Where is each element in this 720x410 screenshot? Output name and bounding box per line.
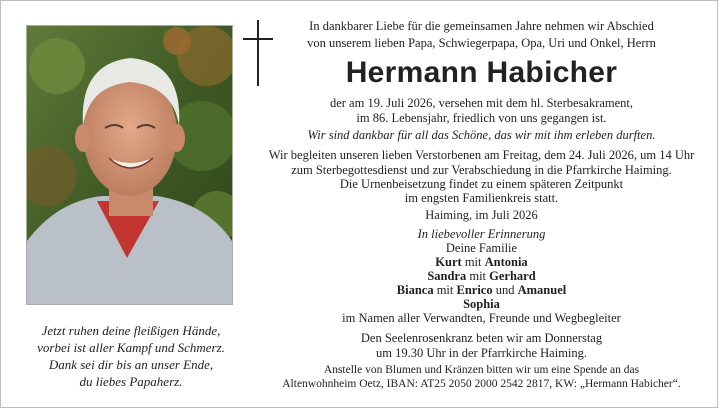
poem-line: Dank sei dir bis an unser Ende,: [48, 357, 214, 372]
rosary-line: Den Seelenrosenkranz beten wir am Donnerstag: [360, 331, 603, 345]
poem-line: Jetzt ruhen deine fleißigen Hände,: [41, 323, 221, 338]
family-connector: mit: [469, 269, 487, 283]
rosary-line: um 19.30 Uhr in der Pfarrkirche Haiming.: [375, 346, 588, 360]
poem-line: vorbei ist aller Kampf und Schmerz.: [37, 340, 225, 355]
family-member-line: [243, 297, 720, 312]
funeral-line: zum Sterbegottesdienst und zur Verabschiedung in die Pfarrkirche Haiming.: [291, 163, 672, 177]
donation-line: Altenwohnheim Oetz, IBAN: AT25 2050 2000 2542 2817, KW: „Hermann Habicher“.: [282, 378, 681, 390]
gratitude-text: Wir sind dankbar für all das Schöne, das wir mit ihm erleben durften.: [307, 128, 656, 142]
family-member: Kurt: [435, 255, 462, 269]
family-connector: mit: [464, 255, 482, 269]
relatives-line: im Namen aller Verwandten, Freunde und Wegbegleiter: [342, 311, 621, 325]
family-member-line: [243, 269, 720, 284]
family-member: Amanuel: [517, 283, 567, 297]
family-member: Gerhard: [489, 269, 536, 283]
funeral-line: Die Urnenbeisetzung findet zu einem späteren Zeitpunkt: [339, 177, 624, 191]
death-info-line: der am 19. Juli 2026, versehen mit dem hl. Sterbesakrament,: [329, 96, 634, 110]
poem-line: du liebes Papaherz.: [79, 374, 183, 389]
family-member: Antonia: [484, 255, 528, 269]
family-connector: mit: [436, 283, 454, 297]
family-member: Enrico: [456, 283, 493, 297]
family-connector: und: [495, 283, 515, 297]
memory-text: In liebevoller Erinnerung: [417, 227, 546, 241]
family-member: Sophia: [463, 297, 500, 311]
family-heading: Deine Familie: [445, 241, 518, 255]
family-member-line: [243, 255, 720, 270]
deceased-name: Hermann Habicher: [345, 56, 618, 89]
intro-line: In dankbarer Liebe für die gemeinsamen Jahre nehmen wir Abschied: [309, 19, 654, 33]
family-member: Bianca: [396, 283, 434, 297]
donation-line: Anstelle von Blumen und Kränzen bitten wir um eine Spende an das: [323, 364, 640, 376]
intro-line: von unserem lieben Papa, Schwiegerpapa, Opa, Uri und Onkel, Herrn: [307, 36, 656, 50]
portrait-photo: [26, 25, 233, 305]
poem: [18, 322, 244, 390]
family-member: Sandra: [427, 269, 467, 283]
funeral-line: im engsten Familienkreis statt.: [404, 191, 559, 205]
family-member-line: [243, 283, 720, 298]
death-info-line: im 86. Lebensjahr, friedlich von uns gegangen ist.: [356, 111, 607, 125]
funeral-line: Wir begleiten unseren lieben Verstorbenen am Freitag, dem 24. Juli 2026, um 14 Uhr: [268, 148, 695, 162]
place-date: Haiming, im Juli 2026: [425, 208, 538, 222]
